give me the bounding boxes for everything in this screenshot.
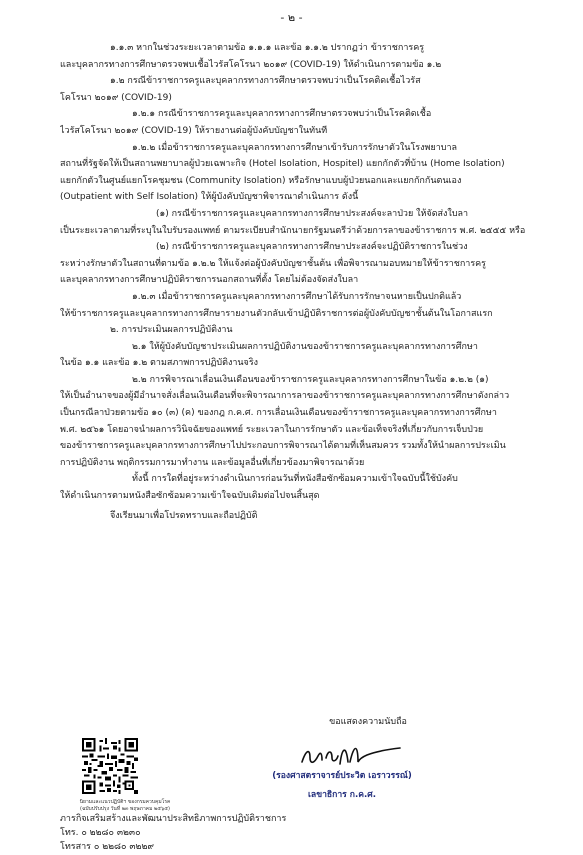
qr-code-icon xyxy=(82,738,138,794)
body-line: จึงเรียนมาเพื่อโปรดทราบและถือปฏิบัติ xyxy=(110,510,258,521)
body-line: ให้ข้าราชการครูและบุคลากรทางการศึกษารายงานตัวกลับเข้าปฏิบัติราชการต่อผู้บังคับบัญชาชั้นต้นในโอกาสแรก xyxy=(60,308,493,319)
body-line: (๑) กรณีข้าราชการครูและบุคลากรทางการศึกษาประสงค์จะลาป่วย ให้จัดส่งใบลา xyxy=(156,208,469,219)
body-line: ๑.๒.๒ เมื่อข้าราชการครูและบุคลากรทางการศึกษาเข้ารับการรักษาตัวในโรงพยาบาล xyxy=(132,142,458,153)
body-line: ๒.๑ ให้ผู้บังคับบัญชาประเมินผลการปฏิบัติงานของข้าราชการครูและบุคลากรทางการศึกษา xyxy=(132,341,478,352)
body-line: ๑.๒.๑ กรณีข้าราชการครูและบุคลากรทางการศึกษาตรวจพบว่าเป็นโรคติดเชื้อ xyxy=(132,109,432,120)
body-line: ทั้งนี้ การใดที่อยู่ระหว่างดำเนินการก่อนวันที่หนังสือซักซ้อมความเข้าใจฉบับนี้ใช้บังคับ xyxy=(132,474,458,485)
office-phone: โทร. ๐ ๒๒๘๐ ๓๒๓๐ xyxy=(60,828,141,838)
office-contact xyxy=(60,812,286,854)
body-line: ให้ดำเนินการตามหนังสือซักซ้อมความเข้าใจฉบับเดิมต่อไปจนสิ้นสุด xyxy=(60,491,320,502)
body-line: (Outpatient with Self Isolation) ให้ผู้บังคับบัญชาพิจารณาดำเนินการ ดังนี้ xyxy=(60,192,359,203)
qr-caption xyxy=(60,799,190,813)
office-fax: โทรสาร ๐ ๒๒๘๐ ๓๒๒๙ xyxy=(60,842,154,852)
body-line: การปฏิบัติงาน พฤติกรรมการมาทำงาน และข้อมูลอื่นที่เกี่ยวข้องมาพิจารณาด้วย xyxy=(60,457,365,468)
body-line: และบุคลากรทางการศึกษาตรวจพบเชื้อไวรัสโคโรนา ๒๐๑๙ (COVID-19) ให้ดำเนินการตามข้อ ๑.๒ xyxy=(60,59,442,70)
signer-title: เลขาธิการ ก.ค.ศ. xyxy=(308,790,376,800)
body-line: เป็นระยะเวลาตามที่ระบุในใบรับรองแพทย์ ตามระเบียบสำนักนายกรัฐมนตรีว่าด้วยการลาของข้าราชการ พ.ศ. ๒๕๕๕ หรือ xyxy=(60,225,526,236)
body-line: ๑.๒ กรณีข้าราชการครูและบุคลากรทางการศึกษาตรวจพบว่าเป็นโรคติดเชื้อไวรัส xyxy=(110,76,421,87)
closing-salutation: ขอแสดงความนับถือ xyxy=(329,717,407,727)
body-line: โคโรนา ๒๐๑๙ (COVID-19) xyxy=(60,92,172,103)
body-line: ของข้าราชการครูและบุคลากรทางการศึกษาไปประกอบการพิจารณาได้ตามที่เห็นสมควร รวมทั้งให้นำผลการประเมิน xyxy=(60,441,506,452)
body-line: เป็นกรณีลาป่วยตามข้อ ๑๐ (๓) (ค) ของกฎ ก.ค.ศ. การเลื่อนเงินเดือนของข้าราชการครูและบุคลากรทางการศึกษา xyxy=(60,408,497,419)
signature-image xyxy=(296,738,406,772)
signer-name: (รองศาสตราจารย์ประวิต เอราวรรณ์) xyxy=(272,771,412,781)
body-line: พ.ศ. ๒๕๖๑ โดยอาจนำผลการวินิจฉัยของแพทย์ ระยะเวลาในการรักษาตัว และข้อเท็จจริงที่เกี่ยวกับการเจ็บป่วย xyxy=(60,424,484,435)
body-line: ๒. การประเมินผลการปฏิบัติงาน xyxy=(110,325,233,336)
qr-caption-line: นิยามและแนวปฏิบัติฯ ของกรมควบคุมโรค xyxy=(79,799,171,805)
letter-body xyxy=(60,40,545,524)
body-line: ในข้อ ๑.๑ และข้อ ๑.๒ ตามสภาพการปฏิบัติงานจริง xyxy=(60,358,259,369)
body-line: และบุคลากรทางการศึกษาปฏิบัติราชการนอกสถานที่ตั้ง โดยไม่ต้องจัดส่งใบลา xyxy=(60,275,359,286)
office-name: ภารกิจเสริมสร้างและพัฒนาประสิทธิภาพการปฏิบัติราชการ xyxy=(60,814,287,824)
body-line: ให้เป็นอำนาจของผู้มีอำนาจสั่งเลื่อนเงินเดือนที่จะพิจารณาการลาของข้าราชการครูและบุคลากรทางการศึกษาดังกล่าว xyxy=(60,391,510,402)
body-line: (๒) กรณีข้าราชการครูและบุคลากรทางการศึกษาประสงค์จะปฏิบัติราชการในช่วง xyxy=(156,242,468,253)
body-line: ระหว่างรักษาตัวในสถานที่ตามข้อ ๑.๒.๒ ให้แจ้งต่อผู้บังคับบัญชาชั้นต้น เพื่อพิจารณามอบหมายให้ข้าราชการครู xyxy=(60,258,487,269)
body-line: สถานที่รัฐจัดให้เป็นสถานพยาบาลผู้ป่วยเฉพาะกิจ (Hotel Isolation, Hospitel) แยกกักตัวที่บ้าน (Home Isolation) xyxy=(60,159,505,170)
body-line: แยกกักตัวในศูนย์แยกโรคชุมชน (Community Isolation) หรือรักษาแบบผู้ป่วยนอกและแยกกักกันตนเอง xyxy=(60,175,462,186)
qr-caption-line: (ฉบับปรับปรุง วันที่ ๒๓ พฤษภาคม ๒๕๖๕) xyxy=(80,806,170,812)
body-line: ไวรัสโคโรนา ๒๐๑๙ (COVID-19) ให้รายงานต่อผู้บังคับบัญชาในทันที xyxy=(60,125,328,136)
page-number: - ๒ - xyxy=(280,11,303,24)
body-line: ๑.๑.๓ หากในช่วงระยะเวลาตามข้อ ๑.๑.๑ และข้อ ๑.๑.๒ ปรากฏว่า ข้าราชการครู xyxy=(110,43,425,53)
body-line: ๒.๒ การพิจารณาเลื่อนเงินเดือนของข้าราชการครูและบุคลากรทางการศึกษาในข้อ ๑.๒.๒ (๑) xyxy=(132,374,489,385)
body-line: ๑.๒.๓ เมื่อข้าราชการครูและบุคลากรทางการศึกษาได้รับการรักษาจนหายเป็นปกติแล้ว xyxy=(132,291,462,302)
